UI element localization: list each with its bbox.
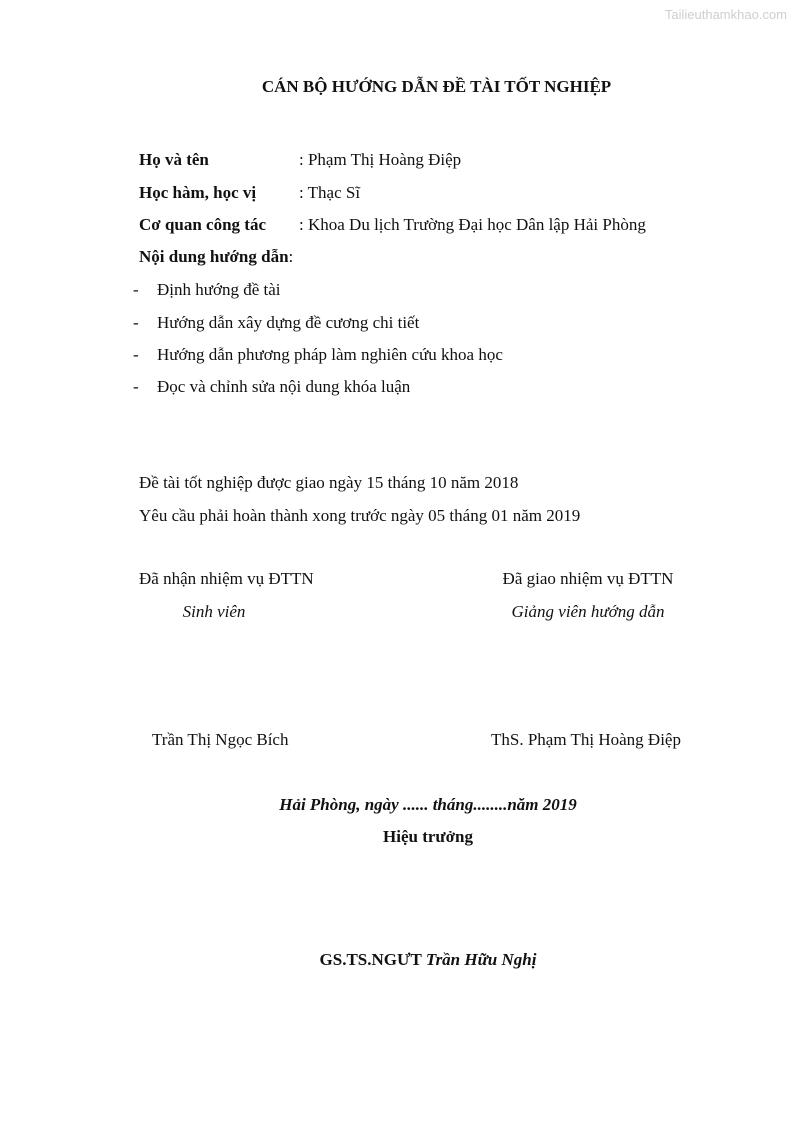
- content-label: Nội dung hướng dẫn: [139, 247, 289, 266]
- watermark-text: Tailieuthamkhao.com: [664, 7, 787, 22]
- list-item: Hướng dẫn xây dựng đề cương chi tiết: [157, 313, 420, 332]
- right-signature-name: ThS. Phạm Thị Hoàng Điệp: [491, 730, 681, 749]
- page-title: CÁN BỘ HƯỚNG DẪN ĐỀ TÀI TỐT NGHIỆP: [261, 77, 612, 96]
- deadline-date: Yêu cầu phải hoàn thành xong trước ngày 05 tháng 01 năm 2019: [139, 506, 581, 525]
- content-colon: :: [288, 247, 294, 266]
- list-bullet: -: [133, 280, 139, 299]
- list-item: Định hướng đề tài: [157, 280, 281, 299]
- principal-name: Trần Hữu Nghị: [425, 950, 537, 969]
- principal-role: Hiệu trưởng: [383, 827, 473, 846]
- right-signature-heading: Đã giao nhiệm vụ ĐTTN: [502, 569, 674, 588]
- name-value: : Phạm Thị Hoàng Điệp: [299, 150, 462, 169]
- list-item: Đọc và chỉnh sửa nội dung khóa luận: [157, 377, 411, 396]
- place-date: Hải Phòng, ngày ...... tháng........năm 2019: [279, 795, 577, 814]
- org-value: : Khoa Du lịch Trường Đại học Dân lập Hải Phòng: [299, 215, 646, 234]
- assigned-date: Đề tài tốt nghiệp được giao ngày 15 tháng 10 năm 2018: [139, 473, 519, 492]
- degree-label: Học hàm, học vị: [139, 183, 257, 202]
- left-signature-role: Sinh viên: [182, 602, 246, 621]
- principal-title: GS.TS.NGƯT: [319, 950, 422, 969]
- left-signature-heading: Đã nhận nhiệm vụ ĐTTN: [139, 569, 314, 588]
- name-label: Họ và tên: [139, 150, 209, 169]
- list-bullet: -: [133, 313, 139, 332]
- principal-name-line: [178, 950, 678, 970]
- right-signature-role: Giảng viên hướng dẫn: [511, 602, 665, 621]
- org-label: Cơ quan công tác: [139, 215, 267, 234]
- degree-value: : Thạc Sĩ: [299, 183, 361, 202]
- content-heading: [139, 247, 293, 267]
- list-bullet: -: [133, 377, 139, 396]
- left-signature-name: Trần Thị Ngọc Bích: [152, 730, 289, 749]
- list-item: Hướng dẫn phương pháp làm nghiên cứu khoa học: [157, 345, 503, 364]
- list-bullet: -: [133, 345, 139, 364]
